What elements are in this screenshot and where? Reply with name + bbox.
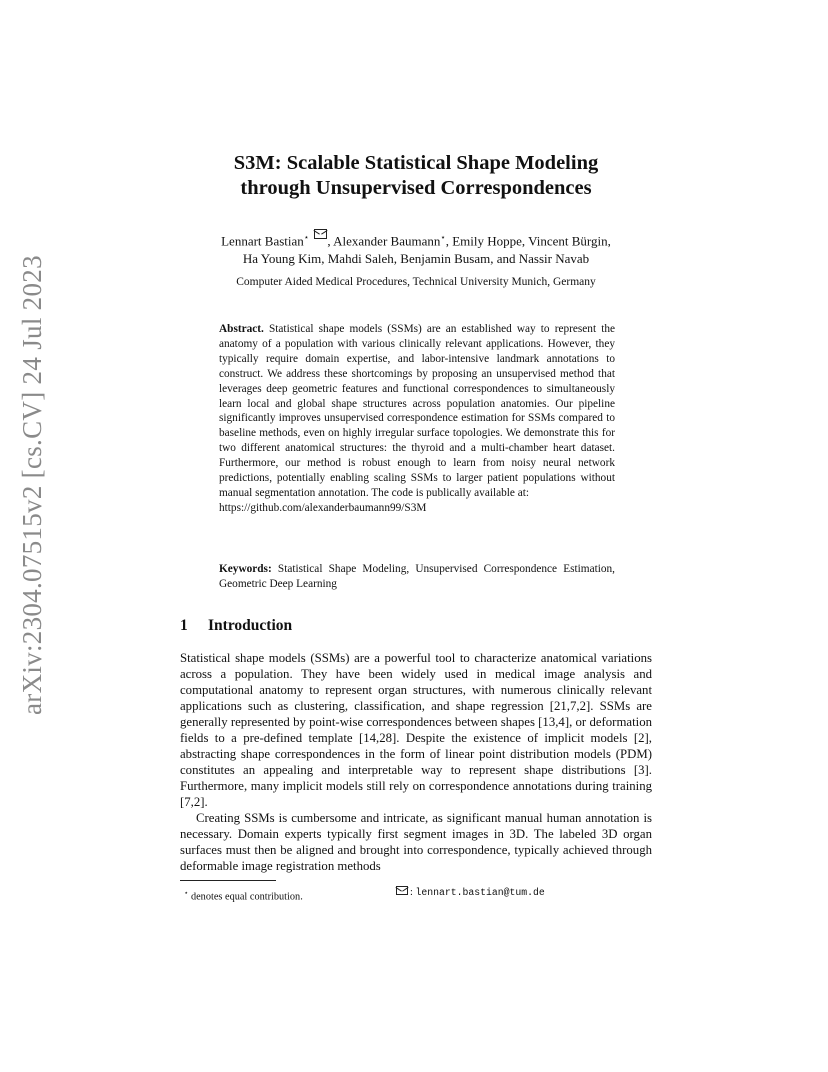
arxiv-identifier-stamp: arXiv:2304.07515v2 [cs.CV] 24 Jul 2023: [17, 255, 47, 715]
affiliation: Computer Aided Medical Procedures, Technical University Munich, Germany: [236, 276, 596, 288]
abstract-text: Statistical shape models (SSMs) are an established way to represent the anatomy of a population with various clinically relevant applications. However, they typically require domain expertise, and labor-intensive landmark annotations to construct. We address these shortcomings by proposing an unsupervised method that leverages deep geometric features and functional correspondences to simultaneously learn local and global shape structures across population anatomies. Our pipeline significantly improves unsupervised correspondence estimation for SSMs compared to baseline methods, even on highly irregular surface topologies. We demonstrate this for two different anatomical structures: the thyroid and a multi-chamber heart dataset. Furthermore, our method is robust enough to learn from noisy neural network predictions, potentially enabling scaling SSMs to larger patient populations without manual segmentation annotation. The code is publically available at:: [219, 323, 616, 499]
author-second: , Alexander Baumann: [327, 233, 441, 249]
authors-rest: , Emily Hoppe, Vincent Bürgin,: [445, 233, 611, 249]
envelope-icon: [314, 229, 327, 239]
keywords-label: Keywords:: [219, 563, 272, 575]
abstract-label: Abstract.: [219, 323, 264, 335]
title-line-1: S3M: Scalable Statistical Shape Modeling: [233, 152, 599, 174]
introduction-body: [180, 650, 652, 874]
author-first: Lennart Bastian: [221, 233, 304, 249]
section-heading-introduction: [180, 617, 292, 635]
paragraph-1: Statistical shape models (SSMs) are a powerful tool to characterize anatomical variations across a population. They have been widely used in medical image analysis and computational anatomy to represent organ structures, with numerous clinically relevant applications such as clustering, classification, and shape regression [21,7,2]. SSMs are generally represented by point-wise correspondences between shapes [13,4], or deformation fields to a pre-defined template [14,28]. Despite the existence of implicit models [2], abstracting shape correspondences in the form of linear point distribution models (PDM) constitutes an appealing and interpretable way to represent shape distributions [3]. Furthermore, many implicit models still rely on correspondence annotations during training [7,2].: [180, 651, 652, 809]
code-url-link[interactable]: https://github.com/alexanderbaumann99/S3M: [219, 501, 427, 514]
paragraph-2: Creating SSMs is cumbersome and intricate, as significant manual human annotation is necessary. Domain experts typically first segment images in 3D. The labeled 3D organ surfaces must then be aligned and brought into correspondence, typically achieved through deformable image registration methods: [180, 811, 652, 873]
footnote-email: [396, 886, 545, 900]
email-separator: :: [410, 887, 413, 898]
section-number: 1: [180, 617, 188, 634]
email-link[interactable]: lennart.bastian@tum.de: [415, 887, 545, 898]
keywords: [219, 562, 615, 592]
keywords-text: Statistical Shape Modeling, Unsupervised Correspondence Estimation, Geometric Deep Learning: [219, 563, 615, 590]
footnote-equal-contribution: [184, 886, 303, 904]
abstract: [219, 322, 615, 516]
author-list: [180, 228, 652, 268]
footnote-mark: ⋆: [184, 889, 189, 897]
authors-line-2: Ha Young Kim, Mahdi Saleh, Benjamin Busam, and Nassir Navab: [242, 251, 590, 267]
section-title: Introduction: [208, 617, 293, 634]
footnote-equal-text: denotes equal contribution.: [190, 891, 303, 903]
authors-line-1: [180, 228, 652, 250]
title-line-2: through Unsupervised Correspondences: [240, 177, 592, 199]
equal-contribution-mark: ⋆: [303, 232, 310, 242]
equal-contribution-mark-2: ⋆: [440, 232, 446, 242]
envelope-icon-footnote: [396, 886, 408, 895]
footnote-divider: [180, 880, 276, 881]
paper-title: [180, 151, 652, 201]
